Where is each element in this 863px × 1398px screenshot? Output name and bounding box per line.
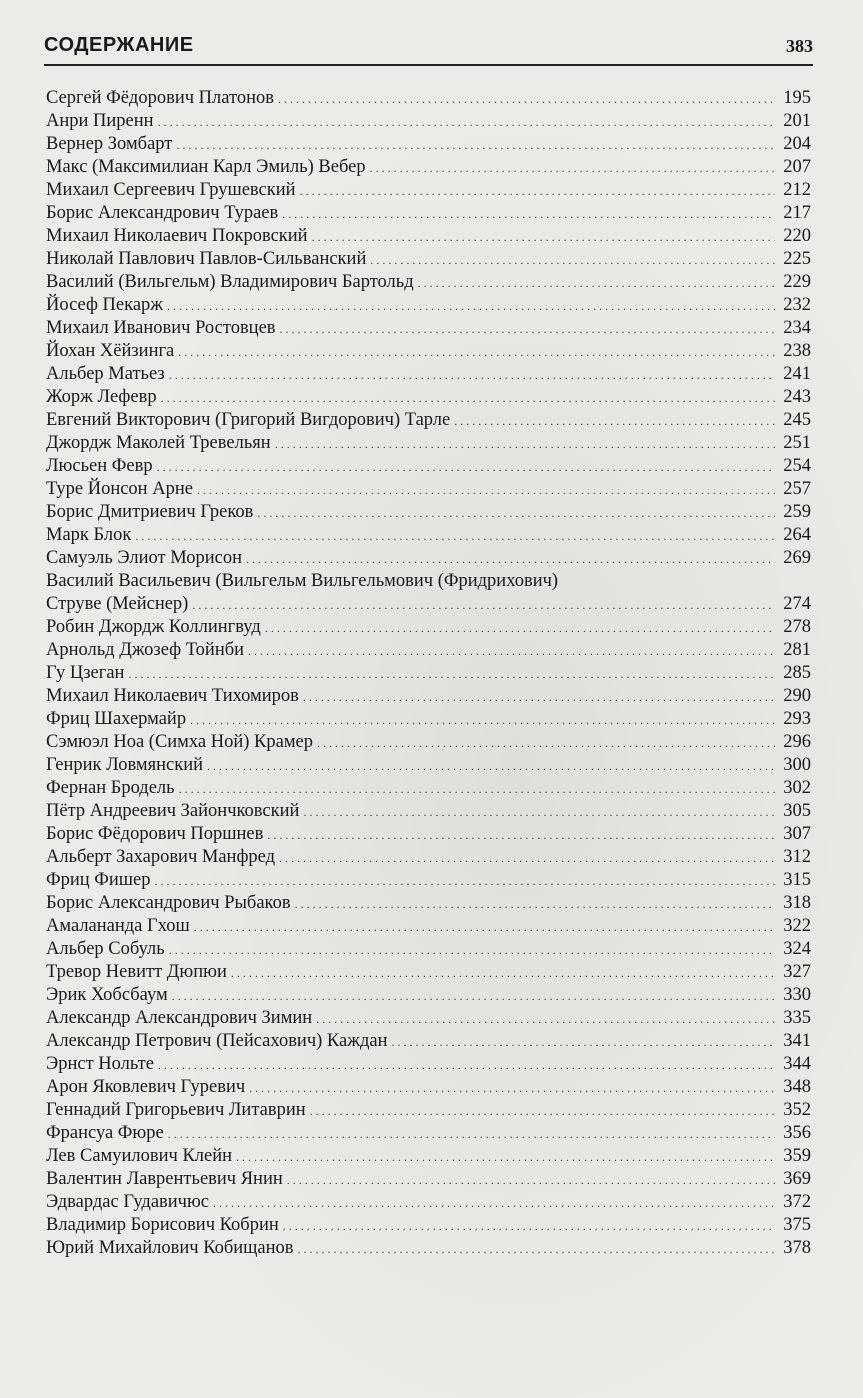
- entry-name: Арон Яковлевич Гуревич: [46, 1077, 246, 1097]
- table-of-contents: [46, 87, 811, 1260]
- toc-entry: [46, 317, 811, 340]
- toc-entry: [46, 1191, 811, 1214]
- entry-name: Жорж Лефевр: [46, 387, 157, 407]
- dot-leader: [179, 778, 775, 801]
- entry-page-number: 285: [783, 663, 811, 683]
- toc-entry: [46, 869, 811, 892]
- entry-page-number: 251: [783, 433, 811, 453]
- entry-name: Фриц Фишер: [46, 870, 151, 890]
- entry-page-number: 341: [783, 1031, 811, 1051]
- toc-entry: [46, 156, 811, 179]
- toc-entry: [46, 179, 811, 202]
- dot-leader: [370, 157, 775, 180]
- dot-leader: [370, 249, 775, 272]
- entry-name: Арнольд Джозеф Тойнби: [46, 640, 245, 660]
- entry-page-number: 348: [783, 1077, 811, 1097]
- toc-entry: [46, 915, 811, 938]
- toc-entry: [46, 202, 811, 225]
- dot-leader: [157, 456, 775, 479]
- entry-name: Самуэль Элиот Морисон: [46, 548, 242, 568]
- entry-page-number: 302: [783, 778, 811, 798]
- dot-leader: [298, 1238, 775, 1261]
- dot-leader: [197, 479, 775, 502]
- entry-page-number: 335: [783, 1008, 811, 1028]
- entry-page-number: 212: [783, 180, 811, 200]
- dot-leader: [158, 1054, 775, 1077]
- toc-entry: [46, 363, 811, 386]
- entry-name: Михаил Сергеевич Грушевский: [46, 180, 296, 200]
- entry-name: Евгений Викторович (Григорий Вигдорович) Тарле: [46, 410, 451, 430]
- entry-page-number: 378: [783, 1238, 811, 1258]
- dot-leader: [295, 893, 775, 916]
- toc-entry: [46, 685, 811, 708]
- entry-page-number: 312: [783, 847, 811, 867]
- dot-leader: [280, 318, 775, 341]
- entry-page-number: 245: [783, 410, 811, 430]
- toc-entry: [46, 938, 811, 961]
- entry-page-number: 207: [783, 157, 811, 177]
- dot-leader: [169, 364, 775, 387]
- toc-entry: [46, 87, 811, 110]
- entry-page-number: 217: [783, 203, 811, 223]
- toc-entry: [46, 1007, 811, 1030]
- toc-entry: [46, 800, 811, 823]
- entry-page-number: 229: [783, 272, 811, 292]
- entry-name: Геннадий Григорьевич Литаврин: [46, 1100, 306, 1120]
- entry-name: Сергей Фёдорович Платонов: [46, 88, 274, 108]
- entry-name: Лев Самуилович Клейн: [46, 1146, 233, 1166]
- dot-leader: [275, 433, 775, 456]
- toc-entry: [46, 1076, 811, 1099]
- entry-page-number: 254: [783, 456, 811, 476]
- entry-name: Михаил Иванович Ростовцев: [46, 318, 276, 338]
- dot-leader: [248, 640, 775, 663]
- entry-page-number: 300: [783, 755, 811, 775]
- entry-name: Михаил Николаевич Покровский: [46, 226, 308, 246]
- dot-leader: [135, 525, 775, 548]
- entry-page-number: 278: [783, 617, 811, 637]
- entry-name: Амалананда Гхош: [46, 916, 190, 936]
- entry-page-number: 375: [783, 1215, 811, 1235]
- dot-leader: [312, 226, 775, 249]
- entry-page-number: 225: [783, 249, 811, 269]
- entry-name: Франсуа Фюре: [46, 1123, 164, 1143]
- entry-name: Эрик Хобсбаум: [46, 985, 168, 1005]
- toc-entry: [46, 478, 811, 501]
- toc-entry: [46, 110, 811, 133]
- entry-page-number: 232: [783, 295, 811, 315]
- toc-entry: [46, 386, 811, 409]
- dot-leader: [257, 502, 775, 525]
- entry-page-number: 356: [783, 1123, 811, 1143]
- toc-entry: [46, 1214, 811, 1237]
- dot-leader: [283, 1215, 775, 1238]
- dot-leader: [128, 663, 775, 686]
- dot-leader: [310, 1100, 775, 1123]
- entry-name: Валентин Лаврентьевич Янин: [46, 1169, 283, 1189]
- dot-leader: [168, 1123, 775, 1146]
- toc-entry: [46, 1168, 811, 1191]
- dot-leader: [178, 341, 775, 364]
- toc-entry: [46, 616, 811, 639]
- entry-name: Анри Пиренн: [46, 111, 154, 131]
- entry-page-number: 274: [783, 594, 811, 614]
- entry-page-number: 324: [783, 939, 811, 959]
- entry-page-number: 327: [783, 962, 811, 982]
- dot-leader: [267, 824, 775, 847]
- dot-leader: [265, 617, 775, 640]
- entry-name: Робин Джордж Коллингвуд: [46, 617, 261, 637]
- dot-leader: [161, 387, 775, 410]
- toc-entry: [46, 1145, 811, 1168]
- dot-leader: [176, 134, 775, 157]
- entry-name: Гу Цзеган: [46, 663, 125, 683]
- running-header: [44, 30, 813, 66]
- dot-leader: [231, 962, 775, 985]
- entry-name: Джордж Маколей Тревельян: [46, 433, 271, 453]
- entry-page-number: 234: [783, 318, 811, 338]
- dot-leader: [207, 755, 775, 778]
- dot-leader: [303, 801, 775, 824]
- dot-leader: [246, 548, 775, 571]
- entry-name: Альбер Матьез: [46, 364, 165, 384]
- toc-entry: [46, 570, 811, 616]
- toc-entry: [46, 1053, 811, 1076]
- dot-leader: [169, 939, 775, 962]
- toc-entry: [46, 754, 811, 777]
- entry-page-number: 257: [783, 479, 811, 499]
- dot-leader: [249, 1077, 775, 1100]
- section-title: СОДЕРЖАНИЕ: [44, 34, 194, 56]
- toc-entry: [46, 731, 811, 754]
- toc-entry: [46, 777, 811, 800]
- dot-leader: [213, 1192, 775, 1215]
- dot-leader: [454, 410, 775, 433]
- entry-page-number: 369: [783, 1169, 811, 1189]
- dot-leader: [316, 1008, 775, 1031]
- dot-leader: [392, 1031, 775, 1054]
- entry-page-number: 307: [783, 824, 811, 844]
- entry-name: Борис Александрович Тураев: [46, 203, 279, 223]
- page-number: 383: [786, 36, 813, 56]
- entry-page-number: 259: [783, 502, 811, 522]
- toc-entry: [46, 547, 811, 570]
- entry-page-number: 296: [783, 732, 811, 752]
- toc-entry: [46, 892, 811, 915]
- entry-name: Макс (Максимилиан Карл Эмиль) Вебер: [46, 157, 366, 177]
- dot-leader: [155, 870, 775, 893]
- entry-page-number: 220: [783, 226, 811, 246]
- entry-name-continuation: Струве (Мейснер): [46, 594, 189, 614]
- dot-leader: [279, 847, 775, 870]
- entry-name: Николай Павлович Павлов-Сильванский: [46, 249, 367, 269]
- entry-name: Йохан Хёйзинга: [46, 341, 175, 361]
- entry-page-number: 204: [783, 134, 811, 154]
- entry-name: Сэмюэл Ноа (Симха Ной) Крамер: [46, 732, 313, 752]
- toc-entry: [46, 662, 811, 685]
- toc-entry: [46, 501, 811, 524]
- toc-entry: [46, 248, 811, 271]
- entry-name: Пётр Андреевич Зайончковский: [46, 801, 300, 821]
- dot-leader: [158, 111, 775, 134]
- entry-name: Альберт Захарович Манфред: [46, 847, 276, 867]
- entry-page-number: 241: [783, 364, 811, 384]
- dot-leader: [167, 295, 775, 318]
- entry-name: Александр Александрович Зимин: [46, 1008, 313, 1028]
- toc-entry: [46, 294, 811, 317]
- entry-page-number: 318: [783, 893, 811, 913]
- entry-page-number: 305: [783, 801, 811, 821]
- toc-entry: [46, 409, 811, 432]
- entry-page-number: 322: [783, 916, 811, 936]
- entry-name: Фернан Бродель: [46, 778, 175, 798]
- entry-page-number: 269: [783, 548, 811, 568]
- entry-page-number: 315: [783, 870, 811, 890]
- dot-leader: [194, 916, 775, 939]
- entry-page-number: 344: [783, 1054, 811, 1074]
- entry-name: Владимир Борисович Кобрин: [46, 1215, 279, 1235]
- entry-name: Борис Александрович Рыбаков: [46, 893, 291, 913]
- entry-name: Василий (Вильгельм) Владимирович Бартольд: [46, 272, 414, 292]
- toc-entry: [46, 984, 811, 1007]
- dot-leader: [236, 1146, 775, 1169]
- entry-page-number: 293: [783, 709, 811, 729]
- entry-name: Альбер Собуль: [46, 939, 165, 959]
- entry-name: Эрнст Нольте: [46, 1054, 154, 1074]
- dot-leader: [190, 709, 775, 732]
- toc-entry: [46, 225, 811, 248]
- entry-name: Тревор Невитт Дюпюи: [46, 962, 227, 982]
- entry-page-number: 201: [783, 111, 811, 131]
- entry-name: Михаил Николаевич Тихомиров: [46, 686, 299, 706]
- entry-name: Вернер Зомбарт: [46, 134, 173, 154]
- entry-page-number: 195: [783, 88, 811, 108]
- entry-page-number: 238: [783, 341, 811, 361]
- dot-leader: [287, 1169, 775, 1192]
- entry-page-number: 281: [783, 640, 811, 660]
- entry-page-number: 330: [783, 985, 811, 1005]
- dot-leader: [418, 272, 775, 295]
- entry-name: Василий Васильевич (Вильгельм Вильгельмович (Фридрихович): [46, 571, 559, 591]
- entry-name: Борис Фёдорович Поршнев: [46, 824, 264, 844]
- toc-entry: [46, 133, 811, 156]
- toc-entry: [46, 823, 811, 846]
- entry-page-number: 243: [783, 387, 811, 407]
- entry-name: Йосеф Пекарж: [46, 295, 164, 315]
- dot-leader: [172, 985, 775, 1008]
- dot-leader: [317, 732, 775, 755]
- entry-page-number: 290: [783, 686, 811, 706]
- entry-name: Люсьен Февр: [46, 456, 153, 476]
- dot-leader: [192, 594, 775, 617]
- entry-name: Туре Йонсон Арне: [46, 479, 193, 499]
- toc-entry: [46, 455, 811, 478]
- toc-entry: [46, 1099, 811, 1122]
- entry-name: Генрик Ловмянский: [46, 755, 204, 775]
- entry-name: Борис Дмитриевич Греков: [46, 502, 254, 522]
- toc-entry: [46, 1237, 811, 1260]
- entry-page-number: 264: [783, 525, 811, 545]
- toc-entry: [46, 524, 811, 547]
- toc-entry: [46, 846, 811, 869]
- toc-entry: [46, 271, 811, 294]
- toc-entry: [46, 1122, 811, 1145]
- toc-entry: [46, 639, 811, 662]
- entry-name: Фриц Шахермайр: [46, 709, 187, 729]
- dot-leader: [300, 180, 775, 203]
- entry-name: Александр Петрович (Пейсахович) Каждан: [46, 1031, 388, 1051]
- toc-entry: [46, 1030, 811, 1053]
- toc-entry: [46, 708, 811, 731]
- dot-leader: [303, 686, 775, 709]
- entry-name: Юрий Михайлович Кобищанов: [46, 1238, 294, 1258]
- dot-leader: [282, 203, 775, 226]
- toc-entry: [46, 961, 811, 984]
- entry-page-number: 352: [783, 1100, 811, 1120]
- toc-entry: [46, 432, 811, 455]
- entry-name: Марк Блок: [46, 525, 132, 545]
- dot-leader: [278, 88, 775, 111]
- toc-entry: [46, 340, 811, 363]
- entry-name: Эдвардас Гудавичюс: [46, 1192, 210, 1212]
- entry-page-number: 359: [783, 1146, 811, 1166]
- entry-page-number: 372: [783, 1192, 811, 1212]
